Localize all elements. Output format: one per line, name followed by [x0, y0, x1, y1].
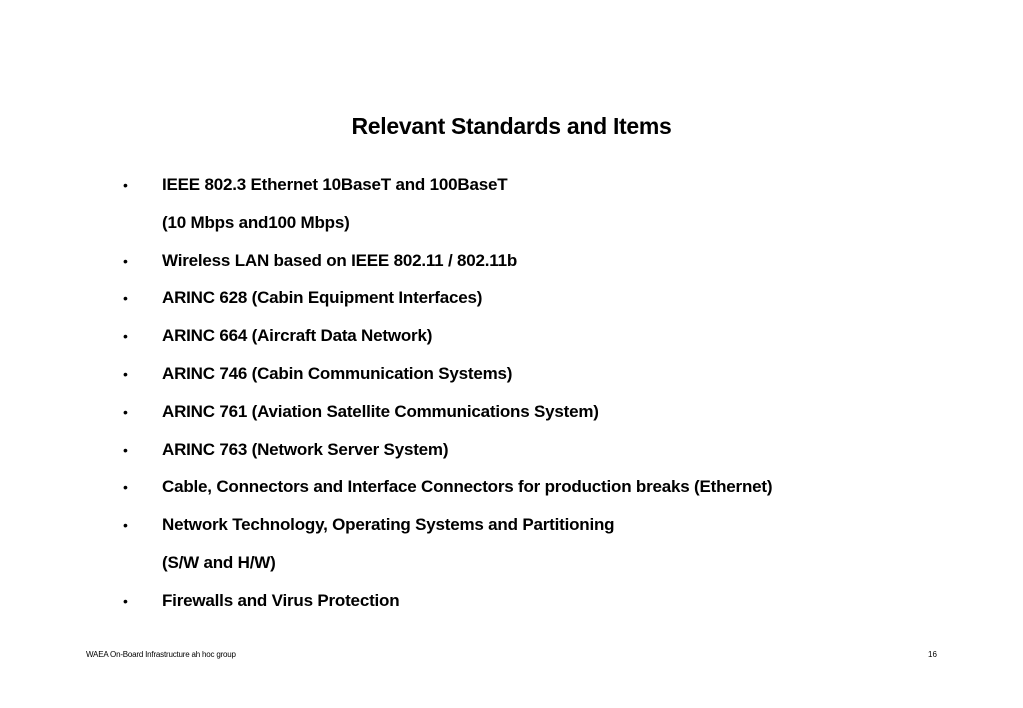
bullet-marker: • — [123, 290, 128, 307]
footer-text: WAEA On-Board Infrastructure ah hoc group — [86, 650, 236, 659]
list-item-text: ARINC 761 (Aviation Satellite Communications System) — [162, 401, 599, 421]
list-item-text: IEEE 802.3 Ethernet 10BaseT and 100BaseT — [162, 175, 508, 194]
bullet-marker: • — [123, 328, 128, 345]
bullet-marker: • — [123, 479, 128, 496]
bullet-marker: • — [123, 592, 128, 609]
list-item-text: Cable, Connectors and Interface Connectors for production breaks (Ethernet) — [162, 477, 773, 497]
bullet-marker: • — [123, 517, 128, 534]
list-item-text: ARINC 664 (Aircraft Data Network) — [162, 326, 433, 346]
list-item-continuation — [119, 549, 939, 587]
list-item-text: Firewalls and Virus Protection — [162, 590, 400, 610]
list-item — [119, 284, 939, 322]
list-item — [119, 587, 939, 625]
bullet-marker: • — [123, 177, 128, 193]
bullet-marker: • — [123, 365, 128, 382]
list-item — [119, 398, 939, 436]
slide-title: Relevant Standards and Items — [351, 113, 672, 139]
list-item — [119, 436, 939, 474]
list-item-text: Wireless LAN based on IEEE 802.11 / 802.11b — [162, 250, 518, 270]
list-item — [119, 473, 939, 511]
list-item-text: (S/W and H/W) — [162, 552, 276, 572]
list-item-text: ARINC 746 (Cabin Communication Systems) — [162, 363, 513, 383]
list-item — [119, 171, 939, 209]
list-item — [119, 322, 939, 360]
list-item — [119, 360, 939, 398]
bullet-list — [119, 171, 939, 625]
list-item-text: ARINC 763 (Network Server System) — [162, 439, 449, 459]
list-item — [119, 511, 939, 549]
page-number: 16 — [928, 650, 937, 659]
list-item-text: Network Technology, Operating Systems and Partitioning — [162, 515, 615, 535]
bullet-marker: • — [123, 252, 128, 269]
list-item — [119, 247, 939, 285]
list-item-continuation — [119, 209, 939, 247]
bullet-marker: • — [123, 441, 128, 458]
list-item-text: ARINC 628 (Cabin Equipment Interfaces) — [162, 288, 483, 308]
list-item-text: (10 Mbps and100 Mbps) — [162, 212, 350, 232]
bullet-marker: • — [123, 403, 128, 420]
